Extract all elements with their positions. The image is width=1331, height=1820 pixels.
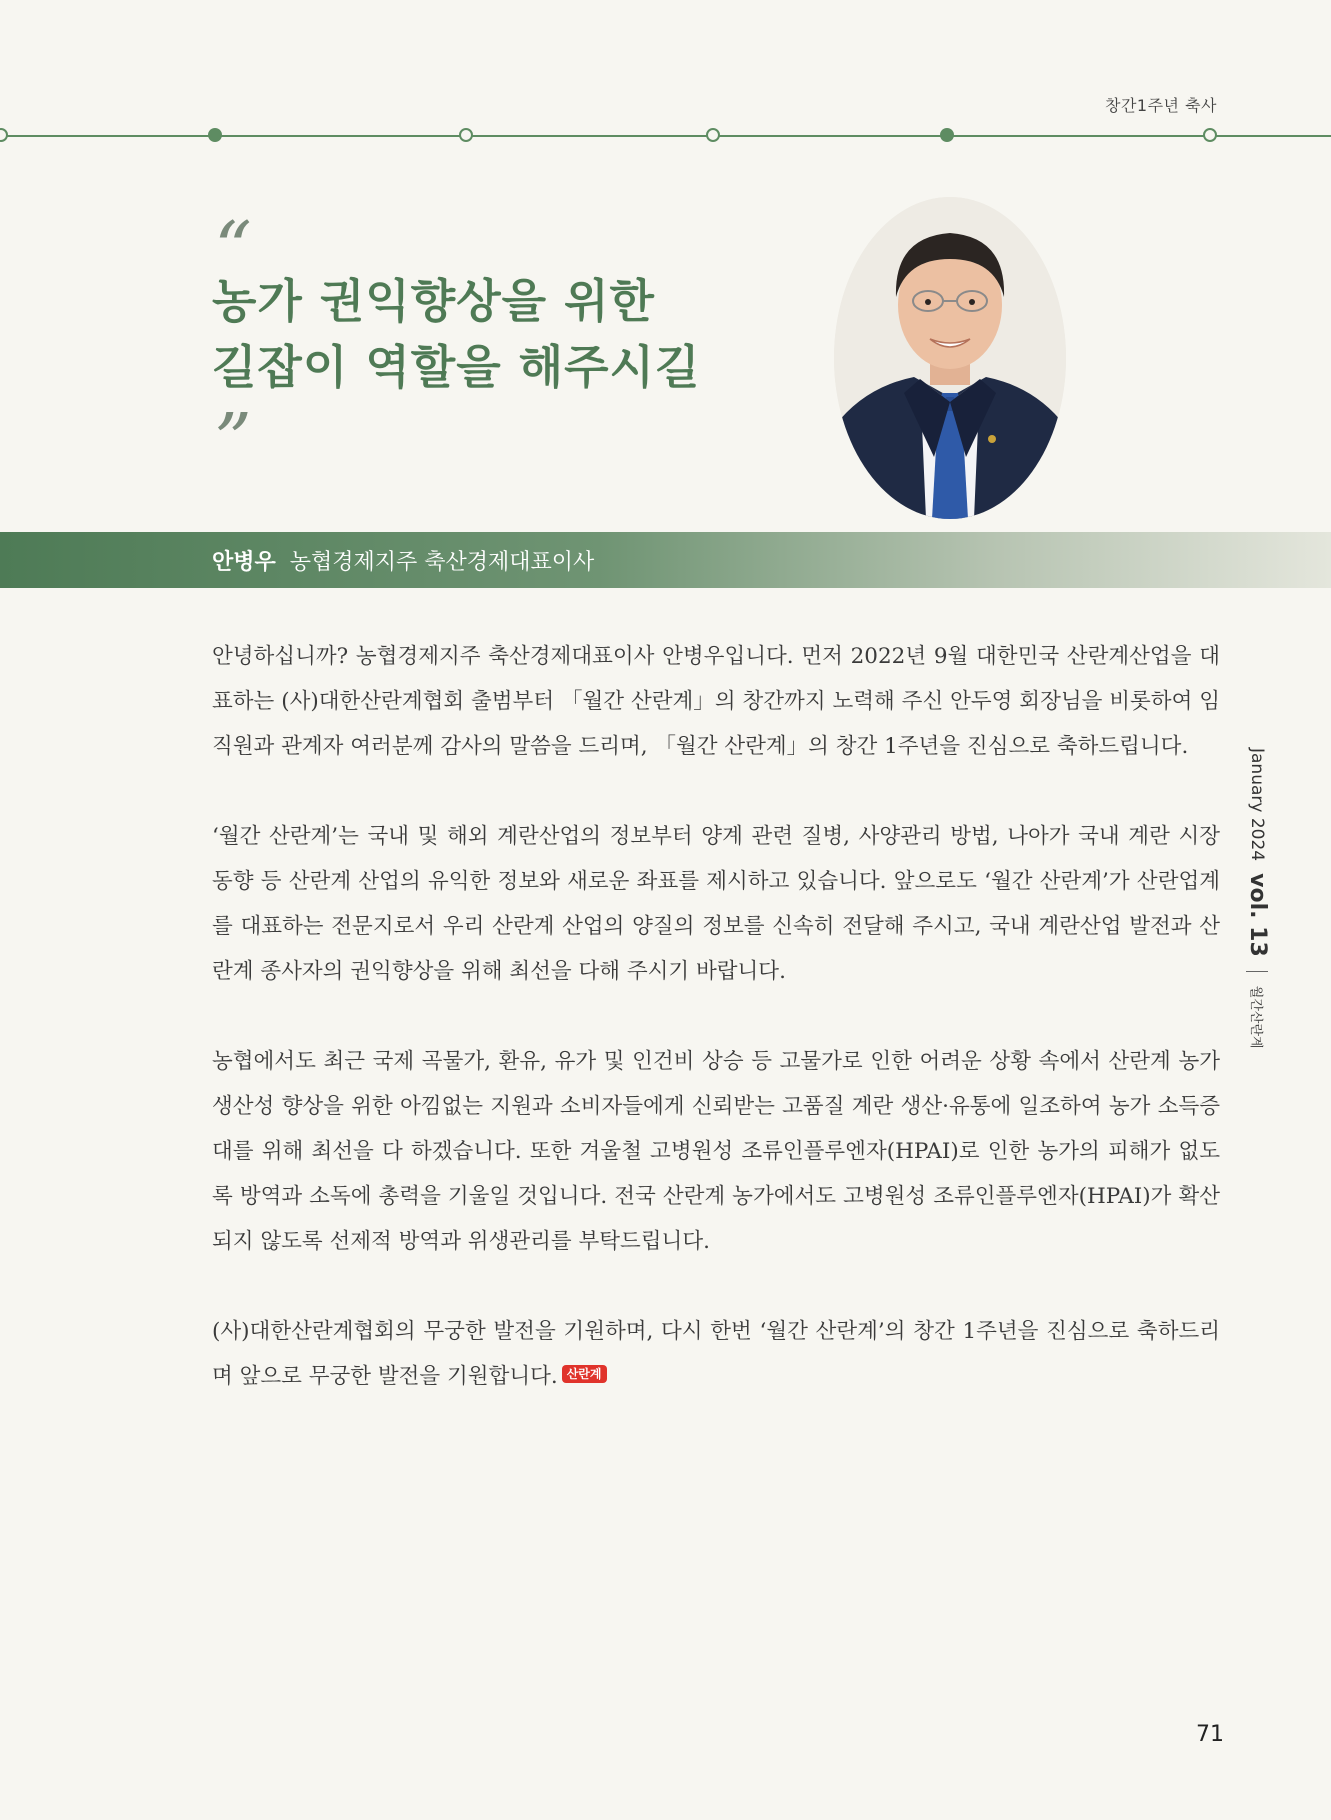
open-quote-icon: “ — [214, 206, 252, 292]
body-paragraph — [212, 1309, 1220, 1399]
timeline-dot — [706, 128, 720, 142]
section-label: 창간1주년 축사 — [1104, 96, 1217, 115]
body-paragraph-text: (사)대한산란계협회의 무궁한 발전을 기원하며, 다시 한번 ‘월간 산란계’의 창간 1주년을 진심으로 축하드리며 앞으로 무궁한 발전을 기원합니다. — [212, 1319, 1220, 1389]
headline — [212, 268, 700, 400]
body-paragraph: ‘월간 산란계’는 국내 및 해외 계란산업의 정보부터 양계 관련 질병, 사양관리 방법, 나아가 국내 계란 시장 동향 등 산란계 산업의 유익한 정보와 새로운 좌표를 제시하고 있습니다. 앞으로도 ‘월간 산란계’가 산란업계를 대표하는 전문지로서 우리 산란계 산업의 양질의 정보를 신속히 전달해 주시고, 국내 계란산업 발전과 산란계 종사자의 권익향상을 위해 최선을 다해 주시기 바랍니다. — [212, 824, 1220, 984]
issue-volume: vol. 13 — [1245, 873, 1270, 957]
timeline-dot — [940, 128, 954, 142]
timeline-line — [0, 135, 1331, 137]
author-portrait — [834, 197, 1066, 519]
portrait-illustration — [834, 197, 1066, 519]
headline-line-1: 농가 권익향상을 위한 — [212, 274, 655, 328]
magazine-name: 월간산란계 — [1248, 985, 1263, 1049]
author-name: 안병우 — [212, 549, 276, 575]
issue-date: January 2024 — [1247, 748, 1268, 862]
divider — [1247, 971, 1269, 972]
author-title: 농협경제지주 축산경제대표이사 — [289, 549, 595, 575]
timeline-divider — [0, 134, 1331, 138]
article-body — [212, 634, 1220, 1399]
timeline-dot — [208, 128, 222, 142]
body-paragraph: 안녕하십니까? 농협경제지주 축산경제대표이사 안병우입니다. 먼저 2022년 9월 대한민국 산란계산업을 대표하는 (사)대한산란계협회 출범부터 「월간 산란계」의 창간까지 노력해 주신 안두영 회장님을 비롯하여 임직원과 관계자 여러분께 감사의 말씀을 드리며, 「월간 산란계」의 창간 1주년을 진심으로 축하드립니다. — [212, 644, 1220, 759]
body-paragraph: 농협에서도 최근 국제 곡물가, 환유, 유가 및 인건비 상승 등 고물가로 인한 어려운 상황 속에서 산란계 농가 생산성 향상을 위한 아낌없는 지원과 소비자들에게 신뢰받는 고품질 계란 생산·유통에 일조하여 농가 소득증대를 위해 최선을 다 하겠습니다. 또한 겨울철 고병원성 조류인플루엔자(HPAI)로 인한 농가의 피해가 없도록 방역과 소독에 총력을 기울일 것입니다. 전국 산란계 농가에서도 고병원성 조류인플루엔자(HPAI)가 확산되지 않도록 선제적 방역과 위생관리를 부탁드립니다. — [212, 1049, 1220, 1254]
close-quote-icon: ” — [214, 398, 252, 484]
timeline-dot — [1203, 128, 1217, 142]
magazine-logo-icon: 산란계 — [562, 1365, 607, 1383]
issue-info-vertical — [1245, 748, 1270, 1049]
headline-line-2: 길잡이 역할을 해주시길 — [212, 340, 701, 394]
timeline-dot — [0, 128, 8, 142]
page-number: 71 — [1196, 1722, 1224, 1747]
author-name-bar — [0, 532, 1331, 588]
timeline-dot — [459, 128, 473, 142]
